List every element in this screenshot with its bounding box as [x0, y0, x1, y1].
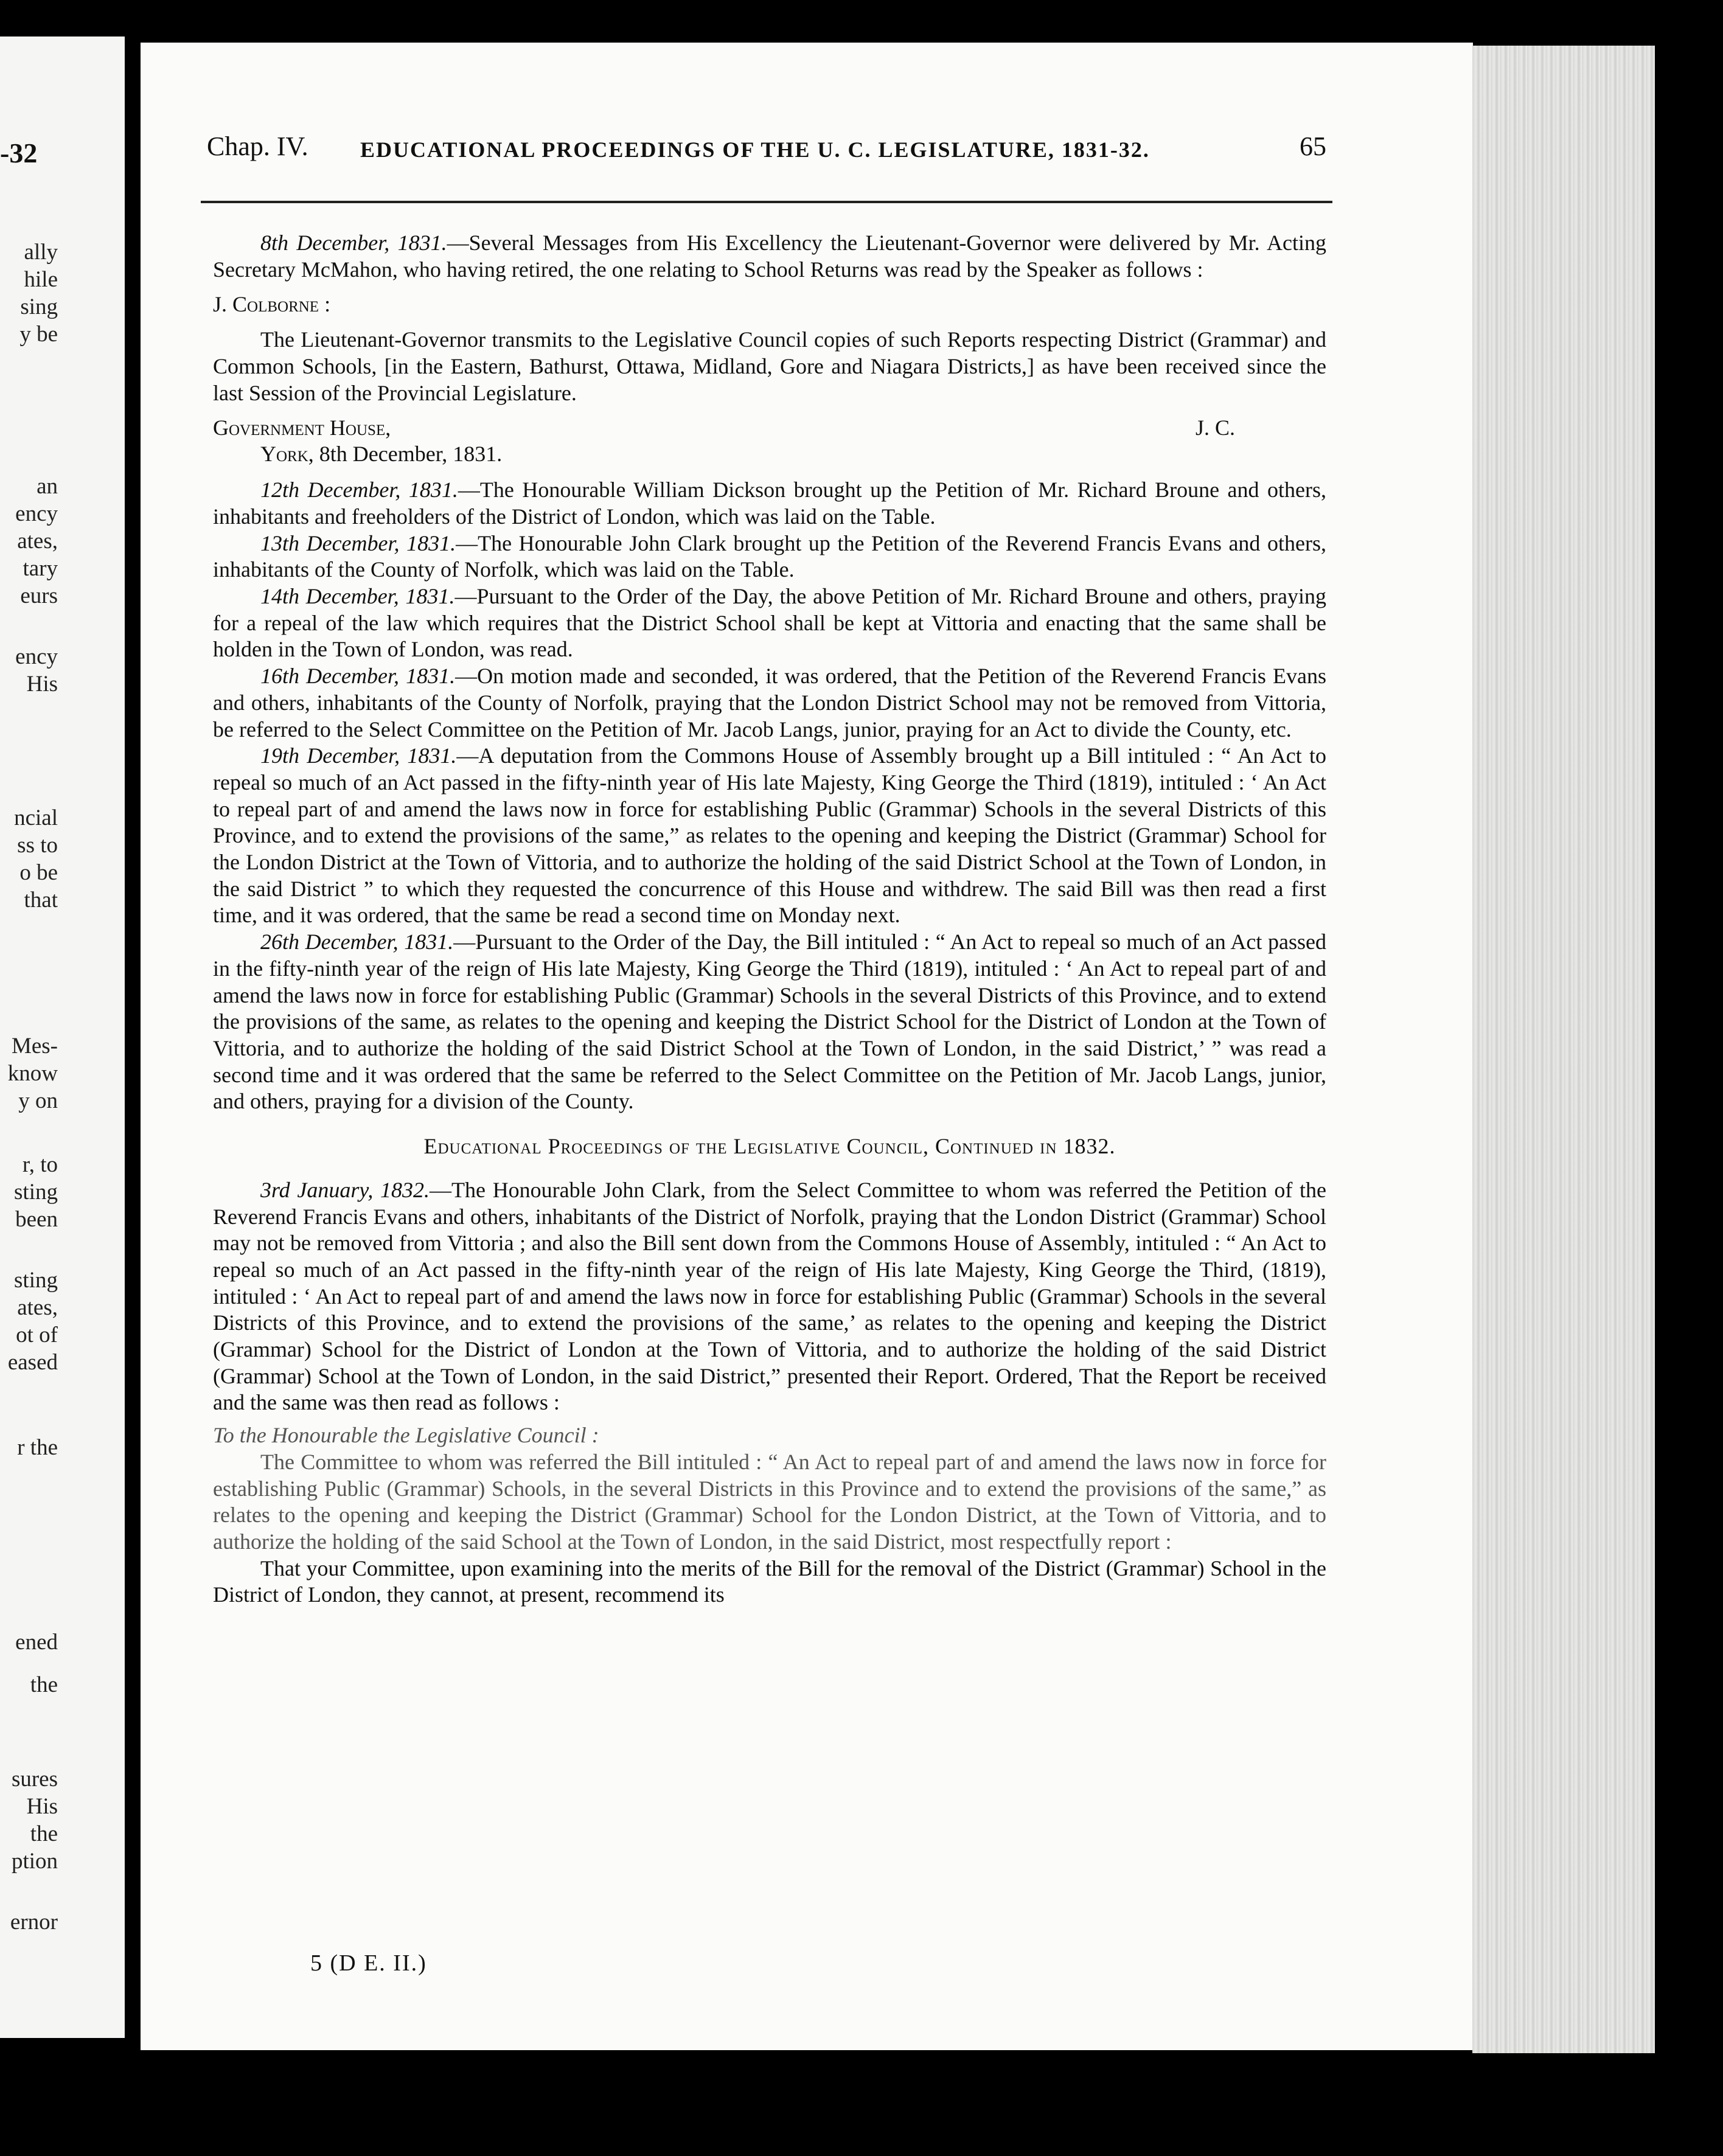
entry-date: 13th December, 1831. [260, 530, 456, 555]
place-date [260, 441, 502, 468]
facing-line: sting [14, 1268, 58, 1293]
entry-dec-14 [213, 583, 1326, 663]
entry-dec-12 [213, 477, 1326, 530]
governor-message: The Lieutenant-Governor transmits to the Legislative Council copies of such Reports respecting District (Grammar) and Common Schools, [in the Eastern, Bathurst, Ottawa, Midland, Gore and Niagara Districts,] as have been received since the last Session of the Provincial Legislature. [213, 327, 1326, 405]
facing-line: r the [17, 1435, 58, 1460]
entry-dec-19 [213, 743, 1326, 929]
place-name: York, [260, 442, 314, 467]
facing-line: ot of [16, 1323, 58, 1348]
message-signoff [213, 415, 1326, 468]
facing-line: sures [11, 1767, 58, 1792]
facing-line: His [26, 672, 58, 697]
page-number: 65 [1300, 131, 1326, 161]
entry-dec-8 [213, 230, 1326, 283]
facing-line: hile [24, 267, 58, 292]
facing-page-left [0, 37, 125, 2038]
facing-line: o be [19, 860, 58, 885]
facing-line: y on [18, 1088, 58, 1113]
entry-date: 19th December, 1831. [260, 743, 457, 768]
running-title: EDUCATIONAL PROCEEDINGS OF THE U. C. LEGISLATURE, 1831-32. [360, 137, 1150, 162]
facing-line: ency [15, 501, 58, 526]
facing-line: been [15, 1207, 58, 1232]
entry-dec-16 [213, 663, 1326, 743]
facing-line: eased [7, 1350, 58, 1375]
report-salutation: To the Honourable the Legislative Council : [213, 1423, 599, 1448]
header-rule [201, 201, 1332, 203]
facing-page-number: -32 [0, 137, 38, 169]
entry-text: —Pursuant to the Order of the Day, the Bill intituled : “ An Act to repeal so much of an Act passed in the fifty-ninth year of the reign of His late Majesty, King George the Third (1819), intituled : ‘ An Act to repeal part of and amend the laws now in force for establishing Public (Grammar) Schools in the several Districts of this Province, and to extend the provisions of the same, as relates to the opening and keeping the District School for the District of London at the Town of Vittoria, and to authorize the holding of the said District School at the Town of London, in the said District,’ ” was read a second time and it was ordered that the same be referred to the Select Committee on the Petition of Mr. Jacob Langs, junior, and others, praying for a division of the County. [213, 930, 1326, 1114]
facing-line: ates, [17, 1295, 58, 1320]
committee-report-paragraph: The Committee to whom was referred the Bill intituled : “ An Act to repeal part of and amend the laws now in force for establishing Public (Grammar) Schools, in the several Districts in this Province and to extend the provisions of the same,” as relates to the opening and keeping the District (Grammar) School for the London District, at the Town of Vittoria, and to authorize the holding of the said School at the Town of London, in the said District, most respectfully report : [213, 1449, 1326, 1554]
entry-date: 26th December, 1831. [260, 930, 454, 955]
entry-date: 3rd January, 1832. [260, 1177, 430, 1202]
entry-jan-3 [213, 1177, 1326, 1416]
page-body [213, 230, 1326, 1608]
entry-text: —On motion made and seconded, it was ordered, that the Petition of the Reverend Francis Evans and others, inhabitants of the County of Norfolk, praying that the London District School may not be removed from Vittoria, be referred to the Select Committee on the Petition of Mr. Jacob Langs, junior, praying for an Act to divide the County, etc. [213, 664, 1326, 742]
entry-text: —Several Messages from His Excellency the Lieutenant-Governor were delivered by Mr. Acting Secretary McMahon, who having retired, the one relating to School Returns was read by the Speaker as follows : [213, 231, 1326, 282]
facing-line: the [30, 1672, 58, 1697]
facing-line: tary [23, 556, 58, 581]
entry-text: —The Honourable William Dickson brought up the Petition of Mr. Richard Broune and others, inhabitants and freeholders of the District of London, which was laid on the Table. [213, 478, 1326, 529]
page-edges [1472, 46, 1655, 2053]
entry-text: —A deputation from the Commons House of Assembly brought up a Bill intituled : “ An Act to repeal so much of an Act passed in the fifty-ninth year of His late Majesty, King George the Third (1819), intituled : ‘ An Act to repeal part of and amend the laws now in force for establishing Public (Grammar) Schools in the several Districts of this Province, and to extend the provisions of the same,” as relates to the opening and keeping the District (Grammar) School for the London District at the Town of Vittoria, and to authorize the holding of the said District School at the Town of London, in the said District ” to which they requested the concurrence of this House and withdrew. The said Bill was then read a first time, and it was ordered, that the same be read a second time on Monday next. [213, 743, 1326, 928]
facing-line: ency [15, 644, 58, 669]
signature-mark: 5 (D E. II.) [310, 1950, 427, 1976]
section-subheading: Educational Proceedings of the Legislative Council, Continued in 1832. [423, 1134, 1116, 1159]
entry-date: 14th December, 1831. [260, 584, 455, 609]
chapter-label: Chap. IV. [207, 131, 308, 161]
running-header [207, 131, 1326, 173]
facing-line: ncial [14, 805, 58, 830]
signoff-date: 8th December, 1831. [319, 442, 503, 467]
entry-text: —Pursuant to the Order of the Day, the above Petition of Mr. Richard Broune and others, praying for a repeal of the law which requires that the District School shall be kept at Vittoria and enacting that the same shall be holden in the Town of London, was read. [213, 584, 1327, 662]
facing-line: eurs [20, 583, 58, 608]
facing-line: y be [19, 322, 58, 347]
entry-text: —The Honourable John Clark, from the Select Committee to whom was referred the Petition of the Reverend Francis Evans and others, inhabitants of the District of Norfolk, praying that the London District (Grammar) School may not be removed from Vittoria ; and also the Bill sent down from the Commons House of Assembly, intituled : “ An Act to repeal so much of an Act passed in the fifty-ninth year of the reign of His late Majesty, King George the Third, (1819), intituled : ‘ An Act to repeal part of and amend the laws now in force for establishing Public (Grammar) Schools in the several Districts of this Province, and to extend the provisions of the same,’ as relates to the opening and keeping the District (Grammar) School for the District of London at the Town of Vittoria, and to authorize the holding of the said District (Grammar) School at the Town of London, in the said District,” presented their Report. Ordered, That the Report be received and the same was then read as follows : [213, 1177, 1326, 1415]
entry-text: —The Honourable John Clark brought up the Petition of the Reverend Francis Evans and others, inhabitants of the County of Norfolk, which was laid on the Table. [213, 530, 1326, 582]
entry-date: 12th December, 1831. [260, 478, 458, 502]
facing-line: that [24, 888, 58, 913]
facing-line: r, to [22, 1152, 58, 1177]
message-from: J. Colborne : [213, 292, 331, 317]
entry-date: 8th December, 1831. [260, 231, 447, 255]
facing-line: ss to [17, 833, 58, 858]
facing-line: ption [11, 1849, 58, 1874]
facing-line: the [30, 1821, 58, 1846]
facing-line: know [7, 1061, 58, 1086]
facing-line: Mes- [11, 1034, 58, 1059]
signature-initials: J. C. [1195, 416, 1235, 440]
facing-line: ates, [17, 529, 58, 554]
committee-report-paragraph: That your Committee, upon examining into the merits of the Bill for the removal of the District (Grammar) School in the District of London, they cannot, at present, recommend its [213, 1556, 1326, 1607]
book-gutter [125, 49, 141, 2044]
facing-line: His [26, 1794, 58, 1819]
facing-line: ernor [10, 1910, 58, 1935]
facing-line: ally [24, 240, 58, 265]
facing-line: sting [14, 1180, 58, 1205]
government-house: Government House, [213, 416, 391, 440]
entry-dec-13 [213, 530, 1326, 583]
entry-date: 16th December, 1831. [260, 664, 456, 689]
facing-line: an [37, 474, 58, 499]
facing-line: ened [15, 1630, 58, 1655]
facing-line: sing [20, 294, 58, 319]
entry-dec-26 [213, 929, 1326, 1115]
